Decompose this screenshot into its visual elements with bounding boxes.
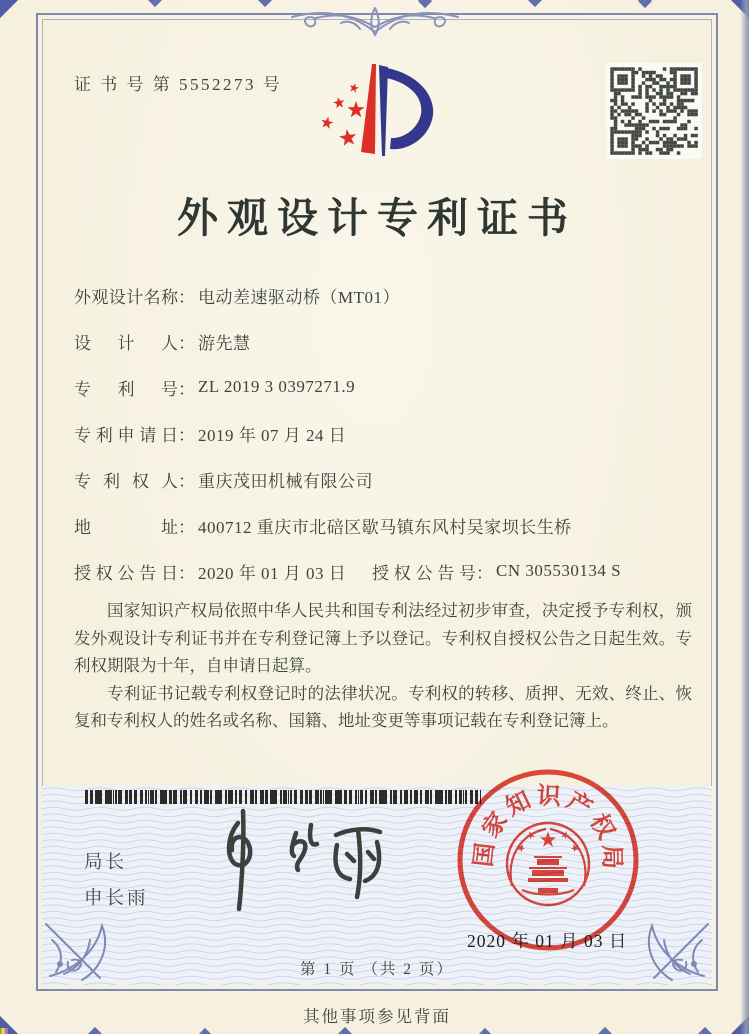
signature-icon: [210, 803, 410, 915]
page-indicator: 第 1 页 （共 2 页）: [300, 961, 454, 978]
field-filing-date: 专利申请日 ： 2019 年 07 月 24 日: [74, 410, 714, 456]
body-paragraphs: [74, 597, 692, 735]
field-patentee: 专利权人 ： 重庆茂田机械有限公司: [74, 456, 714, 502]
field-value: 2020 年 01 月 03 日: [198, 563, 347, 583]
seal-agency-text: 国家知识产权局: [470, 783, 625, 874]
field-label: 专利权人: [74, 471, 178, 491]
back-note: 其他事项参见背面: [303, 1007, 451, 1026]
field-value: 游先慧: [198, 333, 251, 353]
scan-artifact: [0, 1028, 8, 1034]
field-label: 地址: [74, 517, 178, 537]
cnipa-logo-icon: [298, 42, 468, 177]
field-value: 电动差速驱动桥（MT01）: [198, 287, 400, 307]
field-value: 400712 重庆市北碚区歇马镇东风村吴家坝长生桥: [198, 517, 572, 537]
field-value: ZL 2019 3 0397271.9: [198, 377, 356, 396]
field-label: 外观设计名称: [74, 287, 178, 307]
field-patent-number: 专利号 ： ZL 2019 3 0397271.9: [74, 364, 714, 410]
field-value: CN 305530134 S: [496, 561, 622, 580]
barcode: [85, 790, 481, 804]
field-designer: 设计人 ： 游先慧: [74, 318, 714, 364]
qr-code-icon: [606, 63, 702, 159]
field-value: 重庆茂田机械有限公司: [198, 471, 373, 491]
paragraph: 专利证书记载专利权登记时的法律状况。专利权的转移、质押、无效、终止、恢复和专利权人的姓名或名称、国籍、地址变更等事项记载在专利登记簿上。: [74, 683, 692, 730]
field-value: 2019 年 07 月 24 日: [198, 425, 347, 445]
field-label: 授权公告日: [74, 563, 178, 583]
officer-name: 申长雨: [84, 887, 149, 908]
field-label: 授权公告号: [372, 563, 476, 583]
national-emblem-icon: [507, 823, 589, 905]
paragraph: 国家知识产权局依照中华人民共和国专利法经过初步审查，决定授予专利权，颁发外观设计专利证书并在专利登记簿上予以登记。专利权自授权公告之日起生效。专利权期限为十年，自申请日起算。: [74, 601, 692, 675]
field-label: 专利申请日: [74, 425, 178, 445]
right-edge-shadow: [740, 0, 749, 1034]
certificate-title: 外观设计专利证书: [177, 195, 577, 241]
officer-role: 局长: [84, 851, 128, 872]
fields-section: [74, 272, 714, 594]
field-label: 设计人: [74, 333, 178, 353]
certificate-number: 证 书 号 第 5552273 号: [74, 75, 283, 94]
top-flourish-ornament: [260, 2, 490, 40]
seal-date: 2020 年 01 月 03 日: [467, 931, 628, 951]
field-label: 专利号: [74, 379, 178, 399]
field-design-name: 外观设计名称 ： 电动差速驱动桥（MT01）: [74, 272, 714, 318]
field-address: 地址 ： 400712 重庆市北碚区歇马镇东风村吴家坝长生桥: [74, 502, 714, 548]
field-grant-row: 授权公告日 ： 2020 年 01 月 03 日 授权公告号 ： CN 305530134 S: [74, 548, 714, 594]
field-grant-number: 授权公告号 ： CN 305530134 S: [372, 559, 621, 584]
